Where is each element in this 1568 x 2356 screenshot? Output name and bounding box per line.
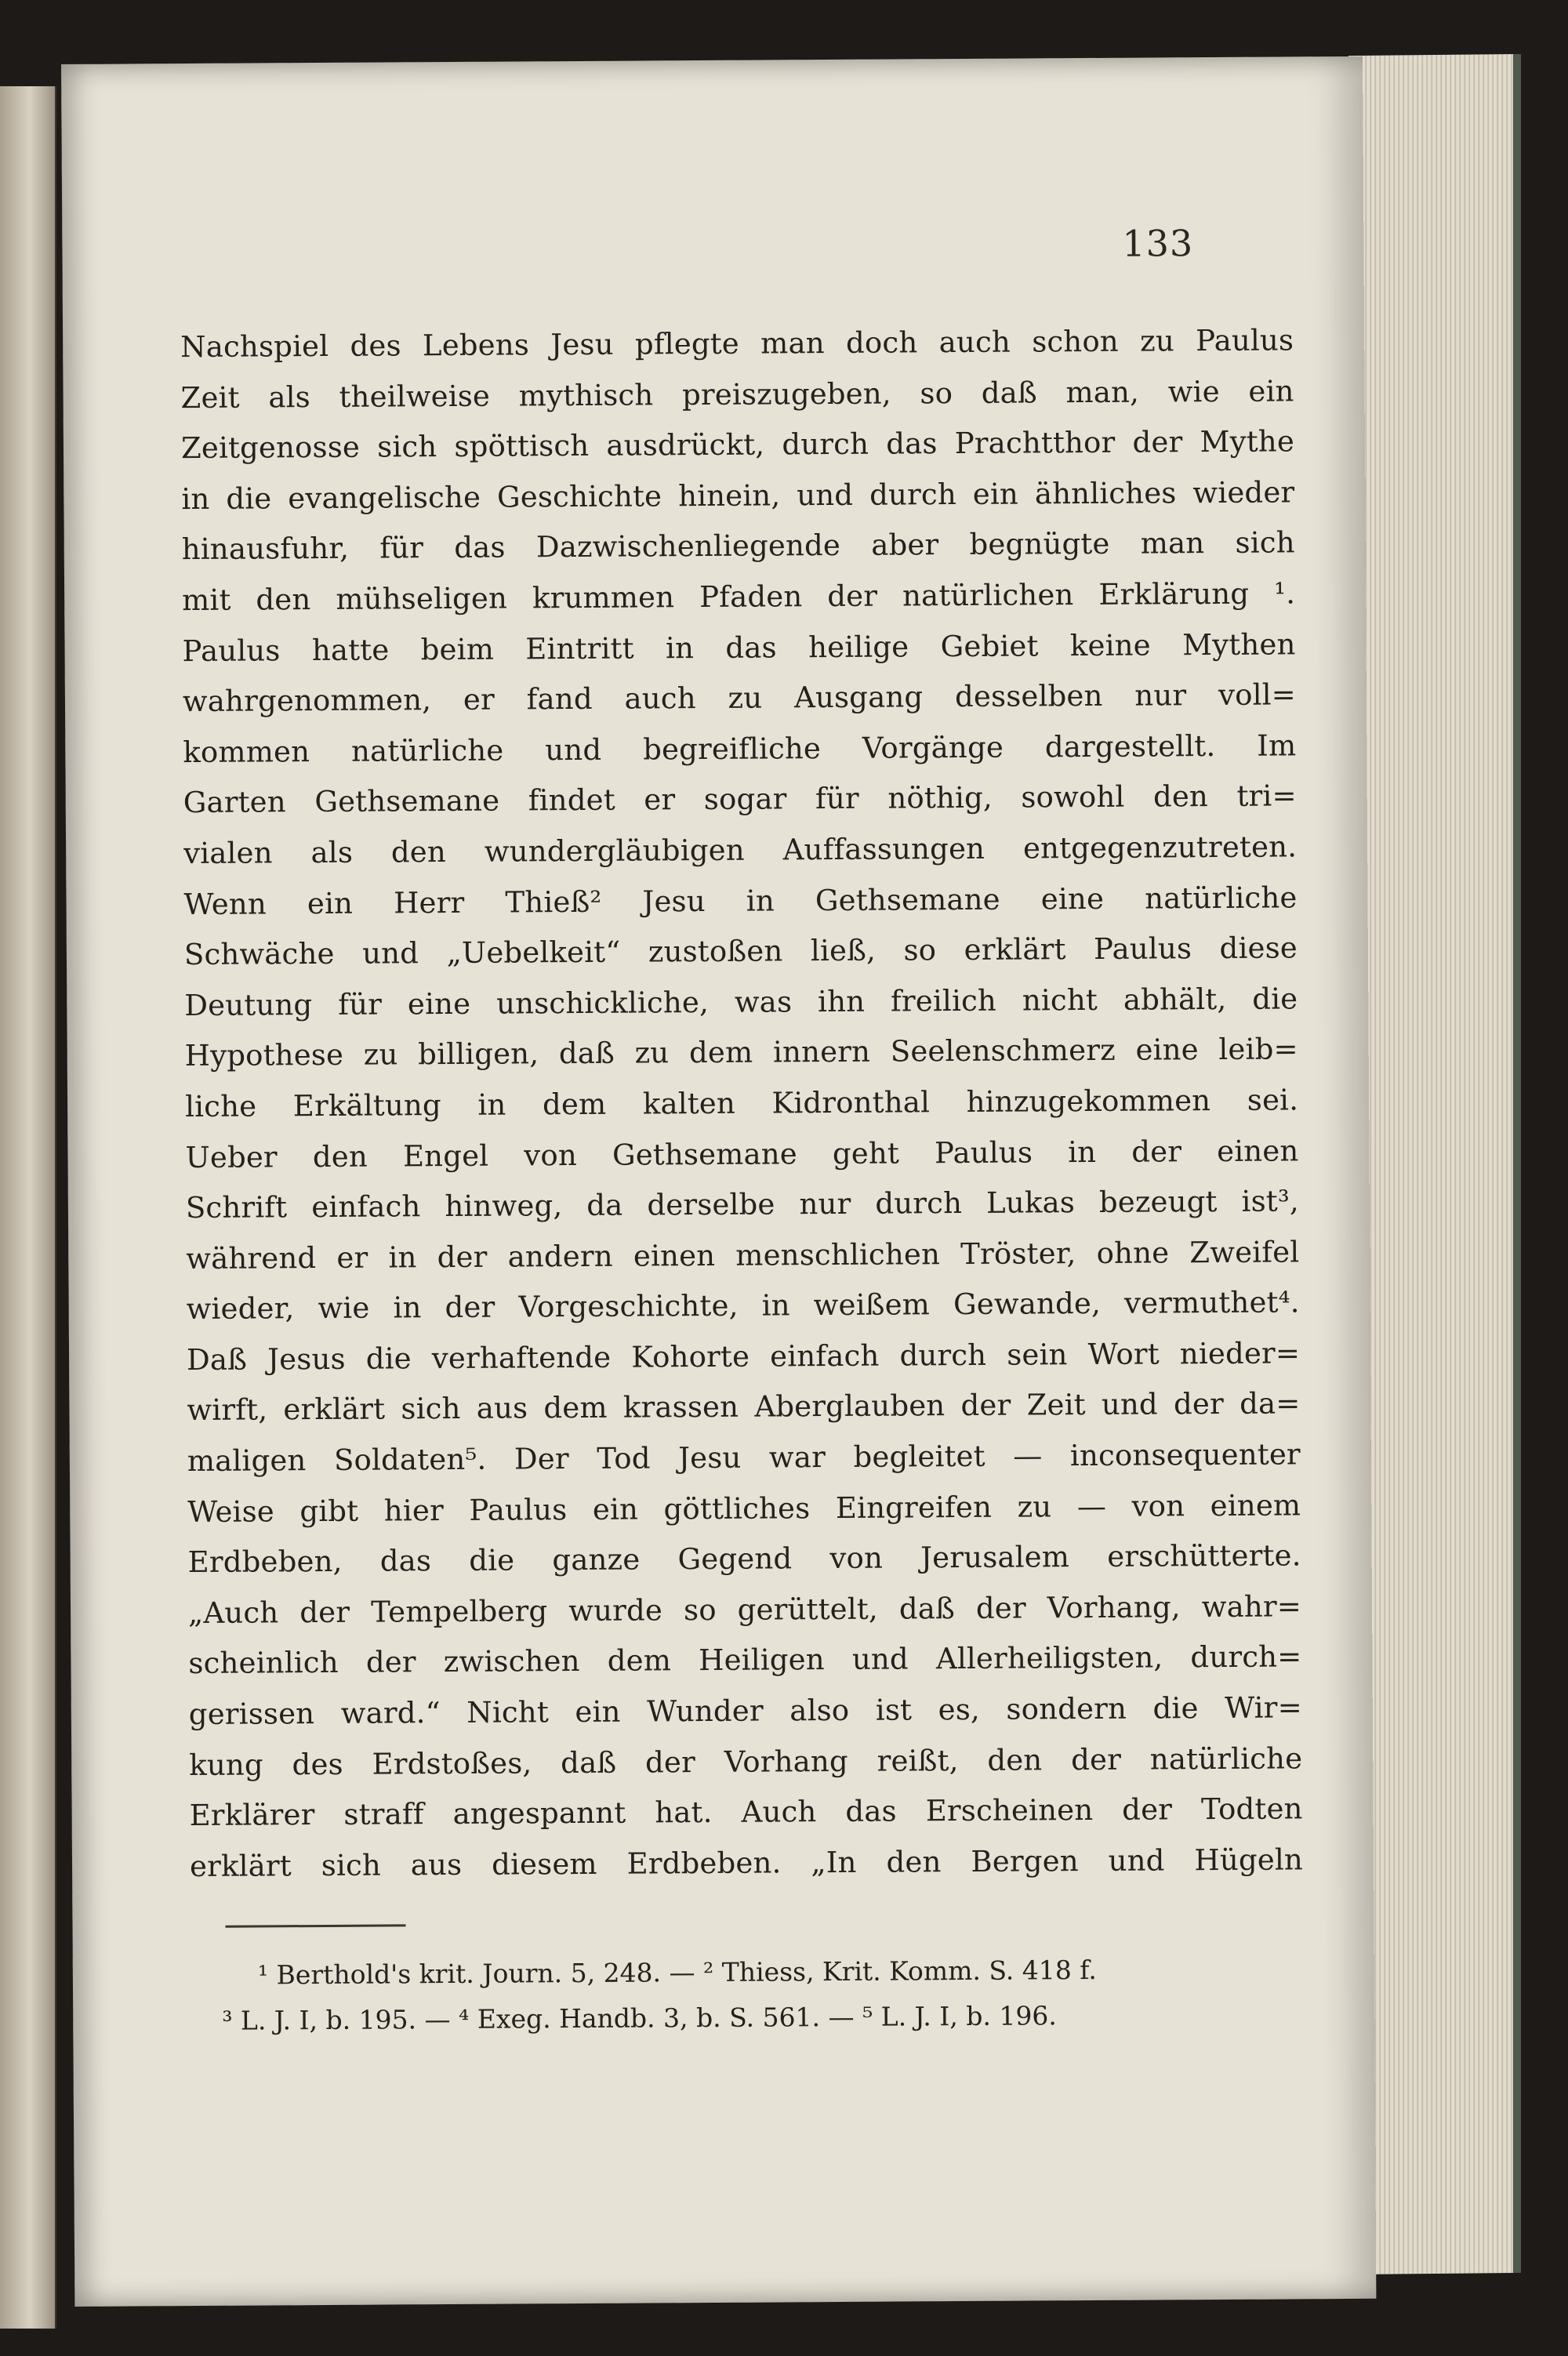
text-line: Erklärer straff angespannt hat. Auch das Erscheinen der Todten [189, 1792, 1303, 1833]
footnote-line: ¹ Berthold's krit. Journ. 5, 248. — ² Thiess, Krit. Komm. S. 418 f. [257, 1954, 1097, 1991]
text-line: liche Erkältung in dem kalten Kidronthal hinzugekommen sei. [184, 1083, 1299, 1124]
text-line: wieder, wie in der Vorgeschichte, in weißem Gewande, vermuthet⁴. [186, 1285, 1300, 1327]
facing-page-edge [0, 86, 56, 2329]
text-line: gerissen ward.“ Nicht ein Wunder also ist es, sondern die Wir= [188, 1690, 1302, 1732]
book-page-edges [1348, 54, 1521, 2274]
text-line: scheinlich der zwischen dem Heiligen und Allerheiligsten, durch= [188, 1639, 1302, 1681]
text-line: kommen natürliche und begreifliche Vorgänge dargestellt. Im [183, 728, 1297, 769]
book-page [61, 56, 1376, 2307]
text-line: Zeit als theilweise mythisch preiszugeben, so daß man, wie ein [180, 373, 1294, 415]
footnote-line: ³ L. J. I, b. 195. — ⁴ Exeg. Handb. 3, b. S. 561. — ⁵ L. J. I, b. 196. [222, 2000, 1057, 2036]
text-line: Garten Gethsemane findet er sogar für nöthig, sowohl den tri= [183, 779, 1297, 820]
text-line: während er in der andern einen menschlichen Tröster, ohne Zweifel [186, 1235, 1300, 1276]
text-line: Schrift einfach hinweg, da derselbe nur durch Lukas bezeugt ist³, [185, 1184, 1300, 1225]
text-line: wahrgenommen, er fand auch zu Ausgang desselben nur voll= [182, 677, 1297, 719]
text-line: Schwäche und „Uebelkeit“ zustoßen ließ, so erklärt Paulus diese [183, 931, 1298, 972]
text-line: Paulus hatte beim Eintritt in das heilige Gebiet keine Mythen [182, 626, 1296, 668]
text-line: mit den mühseligen krummen Pfaden der natürlichen Erklärung ¹. [182, 576, 1296, 618]
text-line: „Auch der Tempelberg wurde so gerüttelt, daß der Vorhang, wahr= [187, 1589, 1302, 1630]
text-line: wirft, erklärt sich aus dem krassen Aberglauben der Zeit und der da= [187, 1386, 1301, 1428]
text-line: Wenn ein Herr Thieß² Jesu in Gethsemane eine natürliche [183, 880, 1298, 921]
text-line: in die evangelische Geschichte hinein, und durch ein ähnliches wieder [181, 475, 1295, 516]
text-line: maligen Soldaten⁵. Der Tod Jesu war begleitet — inconsequenter [187, 1437, 1301, 1479]
text-line: Ueber den Engel von Gethsemane geht Paulus in der einen [185, 1133, 1299, 1174]
text-line: Zeitgenosse sich spöttisch ausdrückt, durch das Prachtthor der Mythe [180, 424, 1295, 466]
text-line: Nachspiel des Lebens Jesu pflegte man doch auch schon zu Paulus [180, 323, 1294, 365]
text-line: Erdbeben, das die ganze Gegend von Jerusalem erschütterte. [187, 1538, 1301, 1580]
text-line: hinausfuhr, für das Dazwischenliegende aber begnügte man sich [181, 525, 1295, 567]
footnote-divider [226, 1924, 406, 1927]
text-line: erklärt sich aus diesem Erdbeben. „In den Bergen und Hügeln [189, 1842, 1304, 1883]
text-line: Deutung für eine unschickliche, was ihn freilich nicht abhält, die [184, 982, 1298, 1022]
text-line: Hypothese zu billigen, daß zu dem innern Seelenschmerz eine leib= [184, 1032, 1298, 1073]
body-text [180, 315, 1303, 1892]
page-number: 133 [1122, 222, 1194, 265]
text-line: Weise gibt hier Paulus ein göttliches Eingreifen zu — von einem [187, 1488, 1301, 1529]
text-line: vialen als den wundergläubigen Auffassungen entgegenzutreten. [183, 830, 1298, 871]
text-line: kung des Erdstoßes, daß der Vorhang reißt, den der natürliche [189, 1741, 1303, 1782]
text-line: Daß Jesus die verhaftende Kohorte einfach durch sein Wort nieder= [186, 1336, 1301, 1377]
footnotes [222, 1946, 1320, 2044]
